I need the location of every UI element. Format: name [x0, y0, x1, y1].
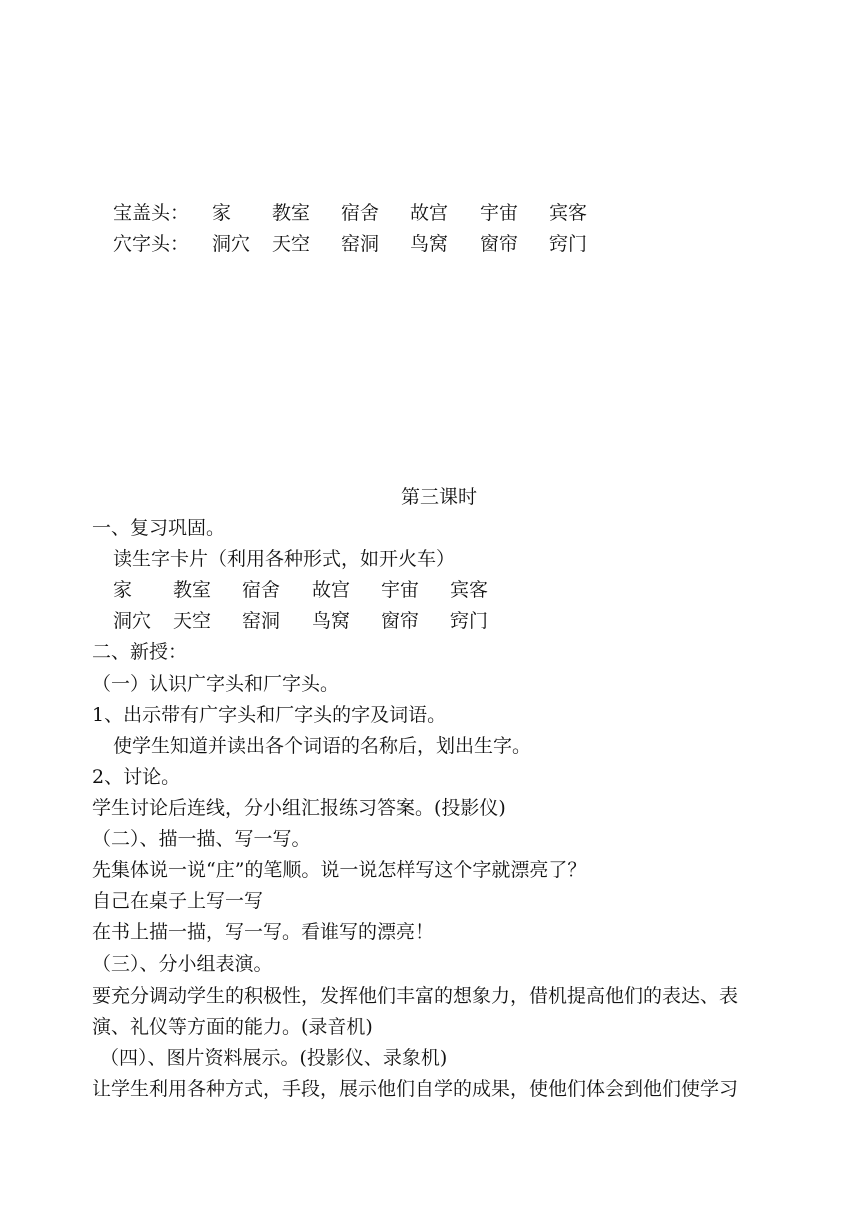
word: 窑洞 [242, 610, 281, 632]
word: 宇宙 [480, 202, 519, 224]
word: 天空 [173, 610, 212, 632]
word: 教室 [272, 202, 311, 224]
word: 宿舍 [341, 202, 380, 224]
paragraph: 1、出示带有广字头和厂字头的字及词语。 [92, 704, 447, 726]
row-label: 穴字头： [113, 233, 190, 255]
paragraph: 自己在桌子上写一写 [92, 890, 264, 912]
word: 教室 [173, 579, 212, 601]
paragraph: 让学生利用各种方式，手段，展示他们自学的成果，使他们体会到他们使学习 [92, 1078, 739, 1100]
word: 宾客 [450, 579, 489, 601]
row-label: 宝盖头： [113, 202, 190, 224]
subsection-heading: （四）、图片资料展示。(投影仪、录象机) [100, 1047, 448, 1069]
paragraph: 演、礼仪等方面的能力。(录音机) [92, 1016, 373, 1038]
word: 窗帘 [480, 233, 519, 255]
word: 宇宙 [381, 579, 420, 601]
paragraph: 2、讨论。 [92, 766, 181, 788]
word: 洞穴 [113, 610, 152, 632]
subsection-heading: （三）、分小组表演。 [92, 953, 273, 975]
word: 窗帘 [381, 610, 420, 632]
word: 窍门 [450, 610, 489, 632]
paragraph: 先集体说一说“庄”的笔顺。说一说怎样写这个字就漂亮了？ [92, 859, 587, 881]
subsection-heading: （一）认识广字头和厂字头。 [92, 673, 340, 695]
word: 洞穴 [212, 233, 251, 255]
word: 宾客 [549, 202, 588, 224]
word: 鸟窝 [312, 610, 351, 632]
word: 故宫 [312, 579, 351, 601]
paragraph: 学生讨论后连线，分小组汇报练习答案。(投影仪) [92, 797, 506, 819]
paragraph: 读生字卡片（利用各种形式，如开火车） [113, 548, 456, 570]
word: 天空 [272, 233, 311, 255]
word: 家 [113, 579, 133, 601]
section-heading: 一、复习巩固。 [92, 517, 226, 539]
word: 故宫 [410, 202, 449, 224]
word: 宿舍 [242, 579, 281, 601]
word: 窍门 [549, 233, 588, 255]
section-heading: 二、新授： [92, 641, 188, 663]
lesson-title: 第三课时 [401, 486, 478, 508]
word: 鸟窝 [410, 233, 449, 255]
paragraph: 要充分调动学生的积极性，发挥他们丰富的想象力，借机提高他们的表达、表 [92, 985, 739, 1007]
paragraph: 在书上描一描，写一写。看谁写的漂亮！ [92, 921, 435, 943]
word: 家 [212, 202, 232, 224]
word: 窑洞 [341, 233, 380, 255]
paragraph: 使学生知道并读出各个词语的名称后，划出生字。 [113, 735, 532, 757]
subsection-heading: （二）、描一描、写一写。 [92, 828, 311, 850]
